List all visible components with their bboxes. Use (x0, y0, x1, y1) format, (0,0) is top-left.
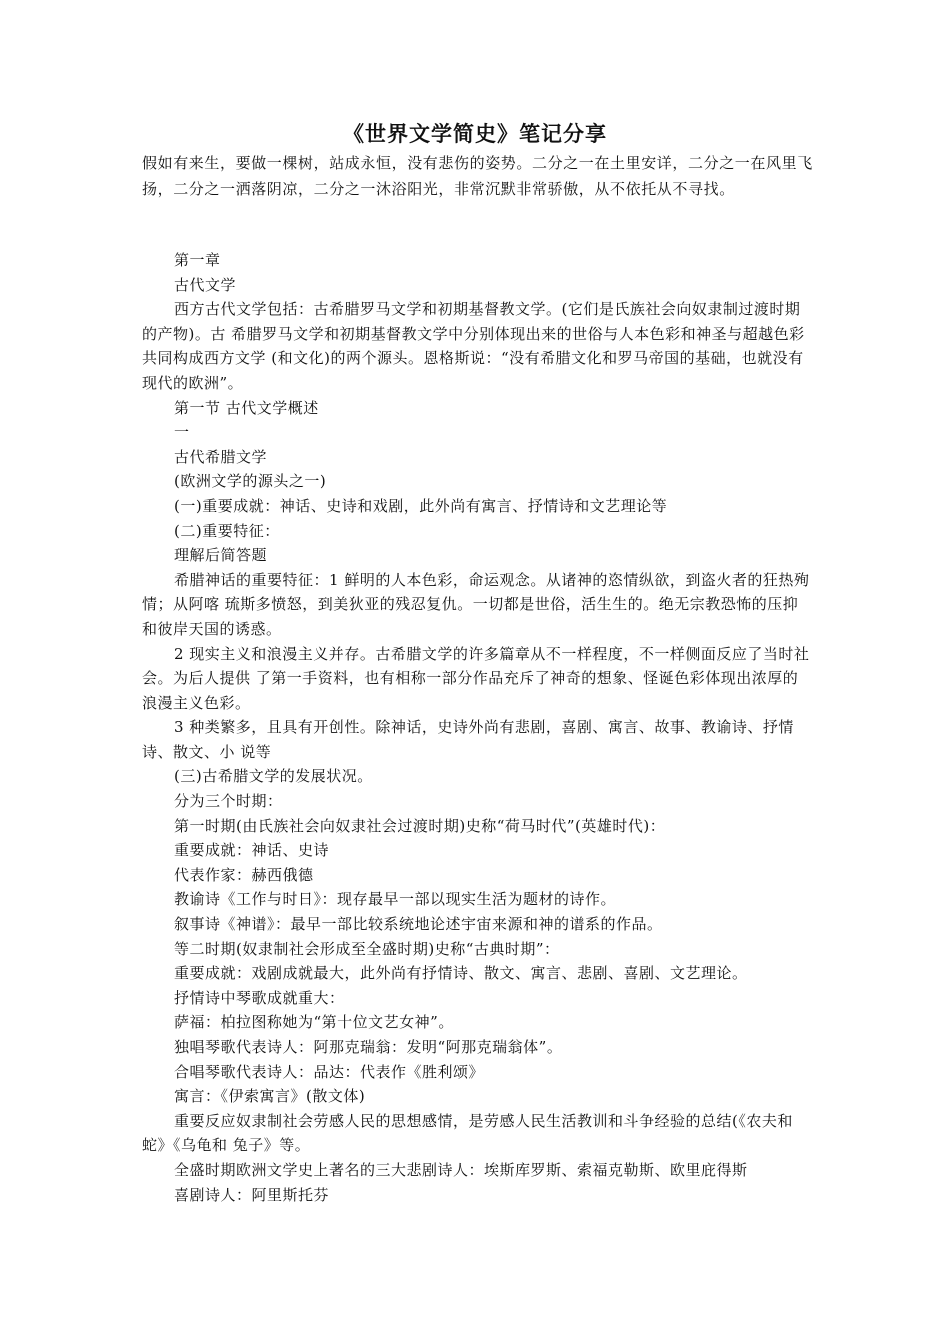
section-heading: 第一节 古代文学概述 (174, 398, 319, 417)
paragraph: 2 现实主义和浪漫主义并存。古希腊文学的许多篇章从不一样程度，不一样侧面反应了当时社会。为后人提供 了第一手资料，也有相称一部分作品充斥了神奇的想象、怪诞色彩体现出浓厚的浪漫主义色彩。 (142, 644, 810, 712)
text-line: 萨福：柏拉图称她为“第十位文艺女神”。 (174, 1013, 454, 1032)
paragraph: 重要反应奴隶制社会劳感人民的思想感情，是劳感人民生活教训和斗争经验的总结(《农夫和蛇》《乌龟和 兔子》等。 (142, 1111, 793, 1155)
text-line: (三)古希腊文学的发展状况。 (174, 767, 373, 786)
document-body (142, 248, 810, 1207)
text-line: 教谕诗《工作与时日》：现存最早一部以现实生活为题材的诗作。 (174, 890, 617, 909)
text-line: (二)重要特征： (174, 521, 280, 540)
intro-paragraph: 假如有来生，要做一棵树，站成永恒，没有悲伤的姿势。二分之一在土里安详，二分之一在风里飞扬，二分之一洒落阴凉，二分之一沐浴阳光，非常沉默非常骄傲，从不依托从不寻找。 (142, 154, 813, 198)
text-line: 代表作家：赫西俄德 (174, 865, 314, 884)
text-line: 喜剧诗人：阿里斯托芬 (174, 1185, 330, 1204)
text-line: 合唱琴歌代表诗人：品达：代表作《胜利颂》 (174, 1062, 485, 1081)
text-line: 重要成就：戏剧成就最大，此外尚有抒情诗、散文、寓言、悲剧、喜剧、文艺理论。 (174, 964, 748, 983)
list-marker: 一 (174, 423, 190, 442)
paragraph: 3 种类繁多，且具有开创性。除神话，史诗外尚有悲剧，喜剧、寓言、故事、教谕诗、抒情诗、散文、小 说等 (142, 718, 794, 761)
text-line: 第一时期(由氏族社会向奴隶社会过渡时期)史称“荷马时代”(英雄时代)： (174, 816, 666, 835)
paragraph: 希腊神话的重要特征：1 鲜明的人本色彩，命运观念。从诸神的恣情纵欲，到盗火者的狂热殉情；从阿喀 琉斯多愤怒，到美狄亚的残忍复仇。一切都是世俗，活生生的。绝无宗教恐怖的压抑和彼岸天国的诱惑。 (142, 570, 810, 638)
text-line: (欧洲文学的源头之一) (174, 472, 327, 491)
text-line: 全盛时期欧洲文学史上著名的三大悲剧诗人：埃斯库罗斯、索福克勒斯、欧里庇得斯 (174, 1160, 748, 1179)
text-line: 寓言：《伊索寓言》(散文体) (174, 1087, 366, 1106)
paragraph: 西方古代文学包括：古希腊罗马文学和初期基督教文学。(它们是氏族社会向奴隶制过渡时期的产物)。古 希腊罗马文学和初期基督教文学中分别体现出来的世俗与人本色彩和神圣与超越色彩共同构成西方文学 (和文化)的两个源头。恩格斯说：“没有希腊文化和罗马帝国的基础，也就没有现代的欧洲”。 (142, 300, 805, 392)
text-line: 等二时期(奴隶制社会形成至全盛时期)史称“古典时期”： (174, 939, 560, 958)
text-line: (一)重要成就：神话、史诗和戏剧，此外尚有寓言、抒情诗和文艺理论等 (174, 496, 668, 515)
subheading: 古代希腊文学 (174, 447, 268, 466)
text-line: 抒情诗中琴歌成就重大： (174, 988, 345, 1007)
text-line: 理解后简答题 (174, 546, 268, 565)
page-title: 《世界文学简史》笔记分享 (343, 121, 607, 146)
text-line: 独唱琴歌代表诗人：阿那克瑞翁：发明“阿那克瑞翁体”。 (174, 1038, 563, 1056)
text-line: 分为三个时期： (174, 792, 283, 811)
text-line: 叙事诗《神谱》：最早一部比较系统地论述宇宙来源和神的谱系的作品。 (174, 915, 663, 934)
chapter-subtitle: 古代文学 (174, 275, 237, 294)
chapter-heading: 第一章 (174, 251, 221, 269)
text-line: 重要成就：神话、史诗 (174, 841, 330, 860)
